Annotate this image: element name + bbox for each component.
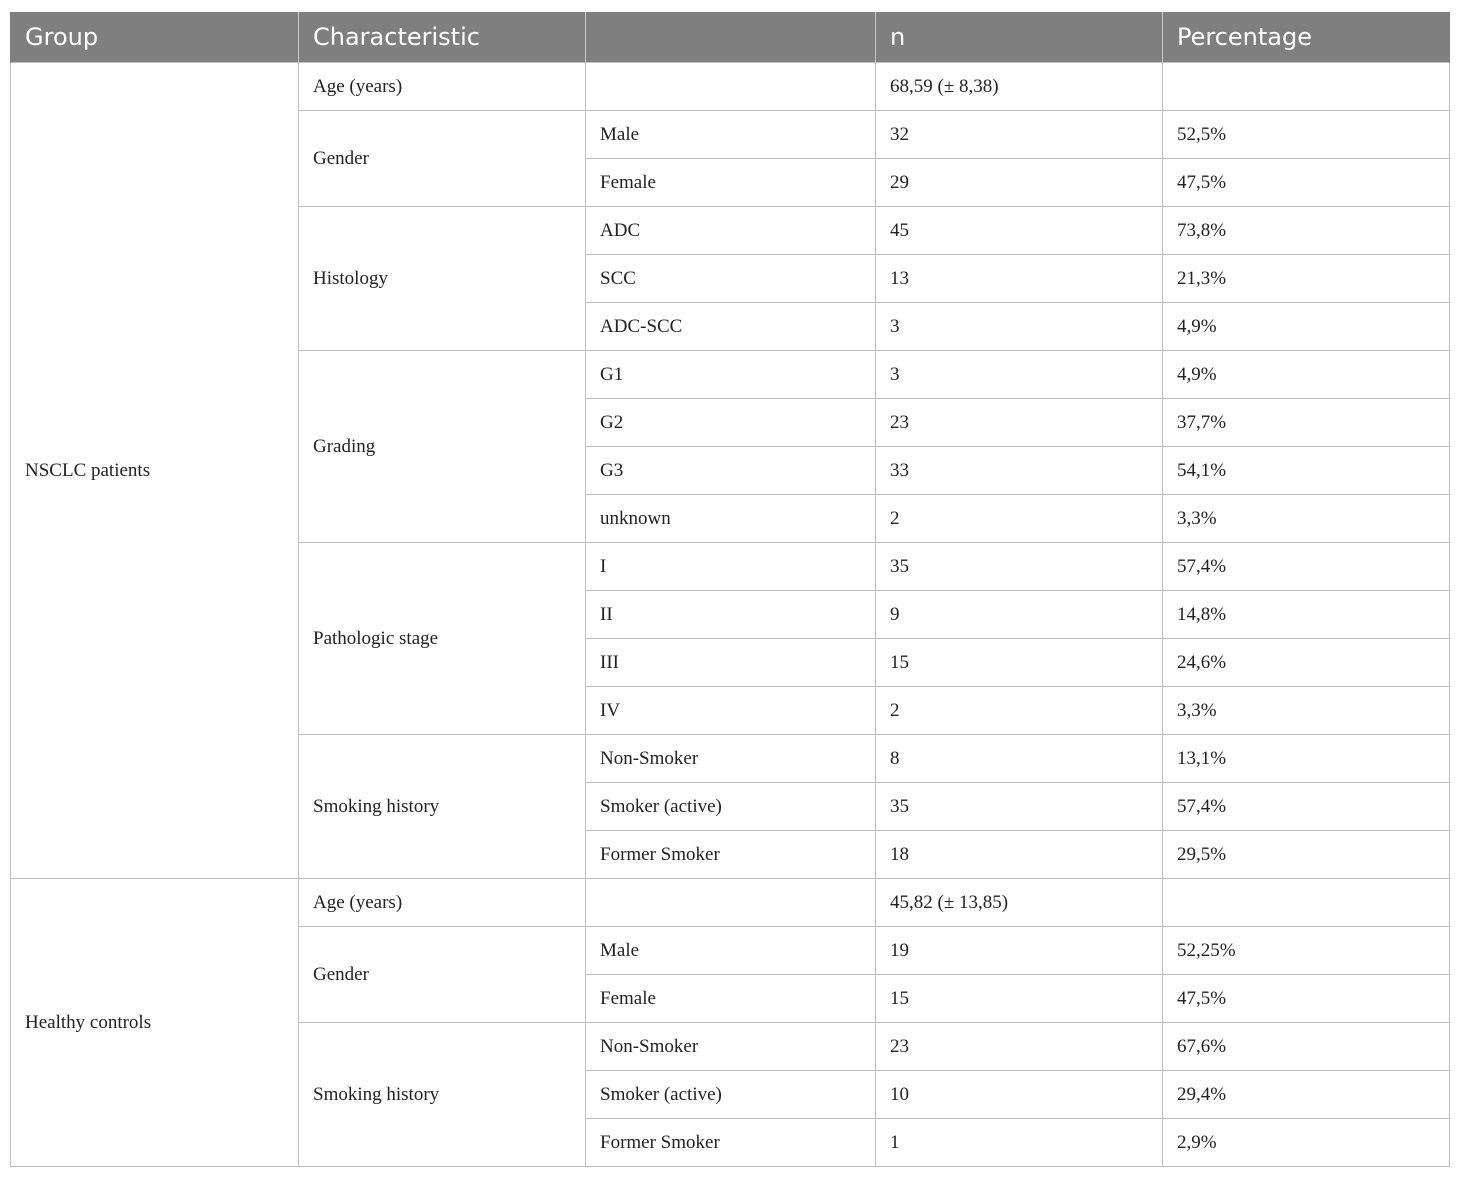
percentage-cell: 47,5% (1163, 975, 1450, 1023)
n-cell: 1 (876, 1119, 1163, 1167)
percentage-cell: 3,3% (1163, 495, 1450, 543)
subcategory-cell: I (586, 543, 876, 591)
percentage-cell: 14,8% (1163, 591, 1450, 639)
subcategory-cell: unknown (586, 495, 876, 543)
n-cell: 33 (876, 447, 1163, 495)
characteristic-cell: Smoking history (299, 735, 586, 879)
percentage-cell: 67,6% (1163, 1023, 1450, 1071)
characteristic-cell: Age (years) (299, 879, 586, 927)
subcategory-cell: III (586, 639, 876, 687)
subcategory-cell: Male (586, 111, 876, 159)
n-cell: 13 (876, 255, 1163, 303)
percentage-cell: 24,6% (1163, 639, 1450, 687)
header-subcategory (586, 12, 876, 63)
percentage-cell: 29,5% (1163, 831, 1450, 879)
subcategory-cell: G2 (586, 399, 876, 447)
percentage-cell: 57,4% (1163, 543, 1450, 591)
subcategory-cell: Female (586, 975, 876, 1023)
percentage-cell: 57,4% (1163, 783, 1450, 831)
subcategory-cell: Smoker (active) (586, 1071, 876, 1119)
subcategory-cell (586, 879, 876, 927)
n-cell: 68,59 (± 8,38) (876, 63, 1163, 111)
header-group: Group (11, 12, 299, 63)
percentage-cell: 21,3% (1163, 255, 1450, 303)
n-cell: 8 (876, 735, 1163, 783)
subcategory-cell: SCC (586, 255, 876, 303)
table-body (11, 63, 1450, 1167)
percentage-cell: 47,5% (1163, 159, 1450, 207)
table-row (11, 879, 1450, 927)
percentage-cell (1163, 879, 1450, 927)
subcategory-cell (586, 63, 876, 111)
table-header-row (11, 12, 1450, 63)
header-n: n (876, 12, 1163, 63)
n-cell: 32 (876, 111, 1163, 159)
n-cell: 45,82 (± 13,85) (876, 879, 1163, 927)
percentage-cell: 37,7% (1163, 399, 1450, 447)
subcategory-cell: ADC (586, 207, 876, 255)
characteristics-table (10, 12, 1450, 1167)
characteristic-cell: Smoking history (299, 1023, 586, 1167)
subcategory-cell: Non-Smoker (586, 735, 876, 783)
percentage-cell: 3,3% (1163, 687, 1450, 735)
subcategory-cell: Non-Smoker (586, 1023, 876, 1071)
n-cell: 15 (876, 975, 1163, 1023)
n-cell: 23 (876, 399, 1163, 447)
header-characteristic: Characteristic (299, 12, 586, 63)
subcategory-cell: ADC-SCC (586, 303, 876, 351)
characteristic-cell: Grading (299, 351, 586, 543)
percentage-cell: 52,5% (1163, 111, 1450, 159)
percentage-cell: 29,4% (1163, 1071, 1450, 1119)
n-cell: 29 (876, 159, 1163, 207)
characteristic-cell: Pathologic stage (299, 543, 586, 735)
percentage-cell: 73,8% (1163, 207, 1450, 255)
percentage-cell (1163, 63, 1450, 111)
n-cell: 45 (876, 207, 1163, 255)
characteristic-cell: Gender (299, 927, 586, 1023)
group-cell: Healthy controls (11, 879, 299, 1167)
subcategory-cell: II (586, 591, 876, 639)
n-cell: 35 (876, 783, 1163, 831)
group-cell: NSCLC patients (11, 63, 299, 879)
n-cell: 35 (876, 543, 1163, 591)
percentage-cell: 4,9% (1163, 351, 1450, 399)
subcategory-cell: IV (586, 687, 876, 735)
n-cell: 10 (876, 1071, 1163, 1119)
subcategory-cell: Female (586, 159, 876, 207)
percentage-cell: 4,9% (1163, 303, 1450, 351)
n-cell: 2 (876, 495, 1163, 543)
characteristic-cell: Age (years) (299, 63, 586, 111)
n-cell: 2 (876, 687, 1163, 735)
n-cell: 15 (876, 639, 1163, 687)
subcategory-cell: Former Smoker (586, 831, 876, 879)
n-cell: 19 (876, 927, 1163, 975)
n-cell: 23 (876, 1023, 1163, 1071)
percentage-cell: 2,9% (1163, 1119, 1450, 1167)
n-cell: 9 (876, 591, 1163, 639)
characteristic-cell: Histology (299, 207, 586, 351)
n-cell: 18 (876, 831, 1163, 879)
characteristic-cell: Gender (299, 111, 586, 207)
subcategory-cell: G3 (586, 447, 876, 495)
percentage-cell: 54,1% (1163, 447, 1450, 495)
subcategory-cell: Male (586, 927, 876, 975)
n-cell: 3 (876, 303, 1163, 351)
subcategory-cell: Smoker (active) (586, 783, 876, 831)
header-percentage: Percentage (1163, 12, 1450, 63)
n-cell: 3 (876, 351, 1163, 399)
subcategory-cell: Former Smoker (586, 1119, 876, 1167)
table-row (11, 63, 1450, 111)
percentage-cell: 13,1% (1163, 735, 1450, 783)
percentage-cell: 52,25% (1163, 927, 1450, 975)
subcategory-cell: G1 (586, 351, 876, 399)
